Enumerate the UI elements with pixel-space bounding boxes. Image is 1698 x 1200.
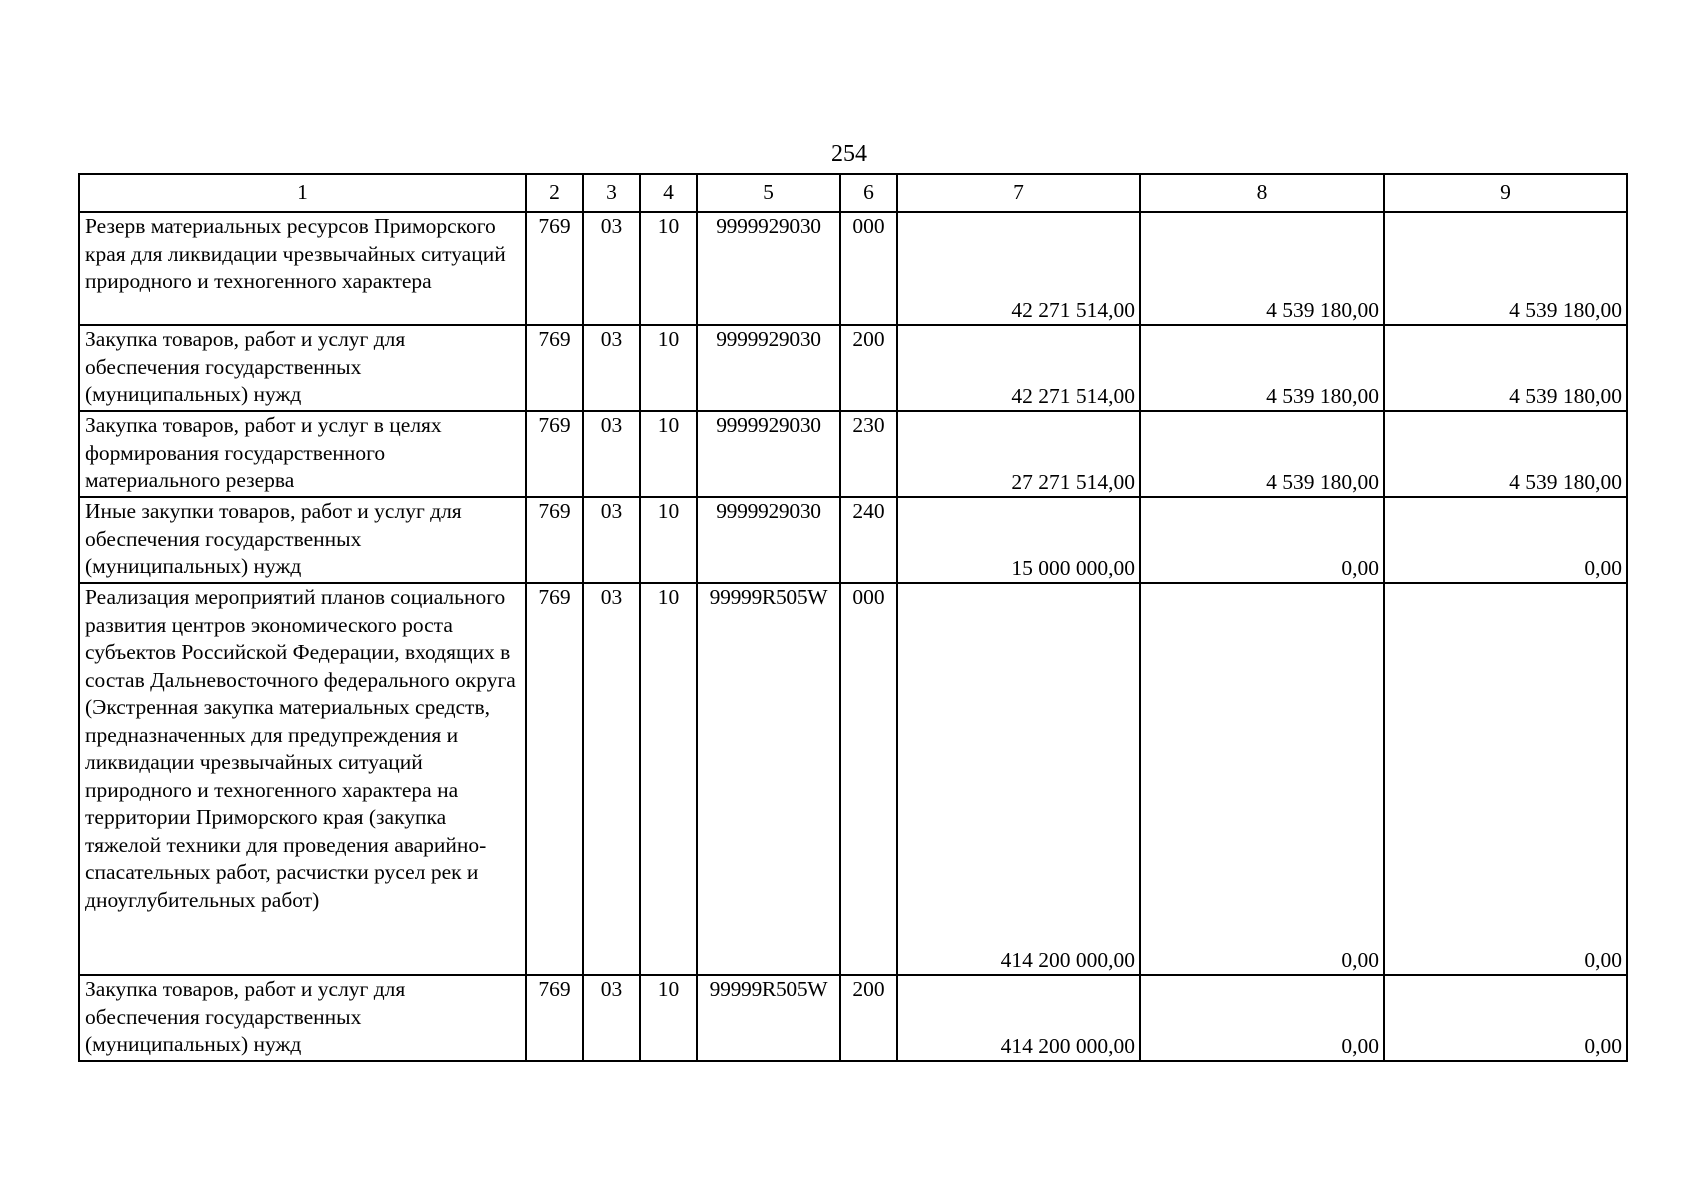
row-name: Закупка товаров, работ и услуг в целях формирования государственного материального резерва — [79, 411, 526, 497]
cell-col5: 9999929030 — [697, 497, 840, 583]
column-header: 9 — [1384, 174, 1627, 212]
column-header: 3 — [583, 174, 640, 212]
row-name: Реализация мероприятий планов социального развития центров экономического роста субъектов Российской Федерации, входящих в состав Дальневосточного федерального округа (Экстренная закупка материальных средств, предназначенных для предупреждения и ликвидации чрезвычайных ситуаций природного и техногенного характера на территории Приморского края (закупка тяжелой техники для проведения аварийно-спасательных работ, расчистки русел рек и дноуглубительных работ) — [79, 583, 526, 975]
cell-col8-amount: 0,00 — [1140, 975, 1384, 1061]
column-header: 2 — [526, 174, 583, 212]
cell-col9-amount: 4 539 180,00 — [1384, 411, 1627, 497]
cell-col4: 10 — [640, 411, 697, 497]
cell-col6: 240 — [840, 497, 897, 583]
table-row — [79, 497, 1627, 583]
column-header: 1 — [79, 174, 526, 212]
cell-col2: 769 — [526, 583, 583, 975]
cell-col3: 03 — [583, 497, 640, 583]
cell-col9-amount: 0,00 — [1384, 975, 1627, 1061]
cell-col7-amount: 42 271 514,00 — [897, 325, 1140, 411]
cell-col2: 769 — [526, 325, 583, 411]
cell-col9-amount: 0,00 — [1384, 583, 1627, 975]
cell-col4: 10 — [640, 325, 697, 411]
cell-col3: 03 — [583, 411, 640, 497]
cell-col3: 03 — [583, 583, 640, 975]
cell-col9-amount: 0,00 — [1384, 497, 1627, 583]
cell-col4: 10 — [640, 583, 697, 975]
cell-col7-amount: 42 271 514,00 — [897, 212, 1140, 325]
cell-col2: 769 — [526, 411, 583, 497]
cell-col8-amount: 4 539 180,00 — [1140, 411, 1384, 497]
cell-col3: 03 — [583, 975, 640, 1061]
column-header: 6 — [840, 174, 897, 212]
cell-col9-amount: 4 539 180,00 — [1384, 212, 1627, 325]
cell-col7-amount: 414 200 000,00 — [897, 975, 1140, 1061]
header-row — [79, 174, 1627, 212]
cell-col6: 200 — [840, 975, 897, 1061]
column-header: 4 — [640, 174, 697, 212]
cell-col2: 769 — [526, 212, 583, 325]
column-header: 8 — [1140, 174, 1384, 212]
row-name: Резерв материальных ресурсов Приморского края для ликвидации чрезвычайных ситуаций природного и техногенного характера — [79, 212, 526, 325]
cell-col4: 10 — [640, 975, 697, 1061]
cell-col5: 9999929030 — [697, 212, 840, 325]
table-row — [79, 325, 1627, 411]
cell-col7-amount: 27 271 514,00 — [897, 411, 1140, 497]
row-name: Иные закупки товаров, работ и услуг для обеспечения государственных (муниципальных) нужд — [79, 497, 526, 583]
row-name: Закупка товаров, работ и услуг для обеспечения государственных (муниципальных) нужд — [79, 975, 526, 1061]
cell-col7-amount: 15 000 000,00 — [897, 497, 1140, 583]
cell-col5: 99999R505W — [697, 583, 840, 975]
cell-col7-amount: 414 200 000,00 — [897, 583, 1140, 975]
cell-col4: 10 — [640, 497, 697, 583]
column-header: 7 — [897, 174, 1140, 212]
cell-col6: 000 — [840, 583, 897, 975]
cell-col5: 9999929030 — [697, 325, 840, 411]
cell-col8-amount: 4 539 180,00 — [1140, 325, 1384, 411]
cell-col3: 03 — [583, 212, 640, 325]
cell-col9-amount: 4 539 180,00 — [1384, 325, 1627, 411]
cell-col8-amount: 0,00 — [1140, 583, 1384, 975]
table-row — [79, 583, 1627, 975]
cell-col2: 769 — [526, 975, 583, 1061]
table-row — [79, 212, 1627, 325]
cell-col5: 99999R505W — [697, 975, 840, 1061]
cell-col6: 000 — [840, 212, 897, 325]
cell-col2: 769 — [526, 497, 583, 583]
cell-col8-amount: 0,00 — [1140, 497, 1384, 583]
cell-col4: 10 — [640, 212, 697, 325]
cell-col5: 9999929030 — [697, 411, 840, 497]
table-row — [79, 411, 1627, 497]
cell-col6: 200 — [840, 325, 897, 411]
cell-col3: 03 — [583, 325, 640, 411]
column-header: 5 — [697, 174, 840, 212]
budget-table — [78, 173, 1628, 1062]
table-row — [79, 975, 1627, 1061]
page-number: 254 — [831, 141, 867, 167]
row-name: Закупка товаров, работ и услуг для обеспечения государственных (муниципальных) нужд — [79, 325, 526, 411]
cell-col8-amount: 4 539 180,00 — [1140, 212, 1384, 325]
cell-col6: 230 — [840, 411, 897, 497]
